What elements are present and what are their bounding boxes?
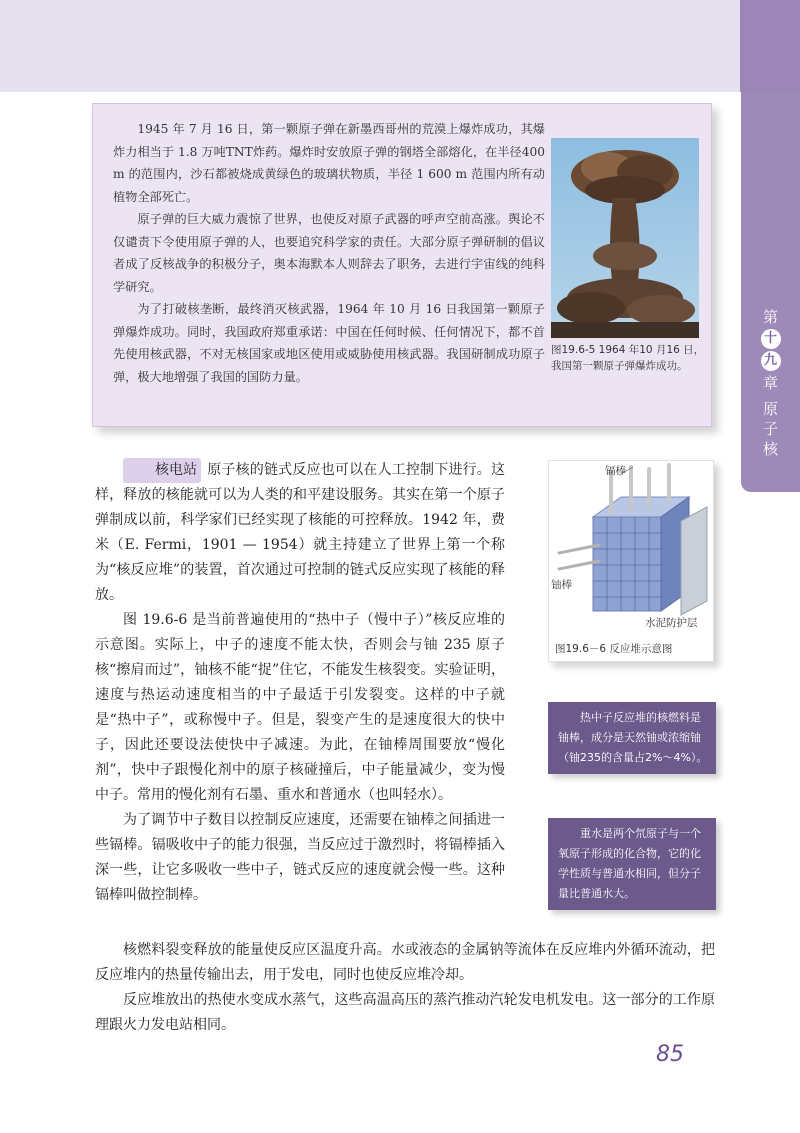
box-paragraph: 1945 年 7 月 16 日，第一颗原子弹在新墨西哥州的荒漠上爆炸成功，其爆炸力相当于 1.8 万吨TNT炸药。爆炸时安放原子弹的钢塔全部熔化，在半径400 m 的范围内，沙石都被烧成黄绿色的玻璃状物质，半径 1 600 m 范围内所有动植物全部死亡。 (113, 122, 545, 204)
chapter-title-char-3: 核 (762, 440, 778, 458)
atomic-bomb-figure-caption: 图19.6-5 1964 年10 月16 日，我国第一颗原子弹爆炸成功。 (551, 344, 705, 372)
section-paragraph-1 (95, 458, 505, 608)
chapter-title-char-1: 原 (762, 400, 778, 418)
box-paragraph: 原子弹的巨大威力震惊了世界，也使反对原子武器的呼声空前高涨。舆论不仅谴责下令使用原子弹的人，也要追究科学家的责任。大部分原子弹研制的倡议者成了反核战争的积极分子，奥本海默本人则辞去了职务，去进行宇宙线的纯科学研究。 (113, 212, 545, 294)
section-main-column (95, 458, 505, 908)
label-cadmium-rod: 镉棒 (605, 465, 626, 477)
section-paragraph-1-text: 原子核的链式反应也可以在人工控制下进行。这样，释放的核能就可以为人类的和平建设服务。其实在第一个原子弹制成以前，科学家们已经实现了核能的可控释放。1942 年，费米（E. Fermi，1901 — 1954）就主持建立了世界上第一个称为“核反应堆”的装置，首次通过可控制的链式反应实现了核能的释放。 (95, 462, 505, 603)
section-paragraph-5: 反应堆放出的热使水变成水蒸气，这些高温高压的蒸汽推动汽轮发电机发电。这一部分的工作原理跟火力发电站相同。 (95, 992, 715, 1033)
reactor-diagram (548, 460, 714, 662)
section-keyword: 核电站 (123, 458, 201, 483)
side-note-heavy-water-text: 重水是两个氘原子与一个氧原子形成的化合物，它的化学性质与普通水相同，但分子量比普通水大。 (558, 827, 701, 900)
section-paragraph-2: 图 19.6-6 是当前普遍使用的“热中子（慢中子）”核反应堆的示意图。实际上，中子的速度不能太快，否则会与铀 235 原子核“擦肩而过”，铀核不能“捉”住它，不能发生核裂变。实验证明，速度与热运动速度相当的中子最适于引发裂变。这样的中子就是“热中子”，或称慢中子。但是，裂变产生的是速度很大的快中子，因此还要设法使快中子减速。为此，在铀棒周围要放“慢化剂”，快中子跟慢化剂中的原子核碰撞后，中子能量减少，变为慢中子。常用的慢化剂有石墨、重水和普通水（也叫轻水）。 (95, 612, 505, 803)
header-band-corner (740, 0, 800, 92)
label-concrete-shield: 水泥防护层 (645, 617, 698, 629)
header-band (0, 0, 740, 92)
side-note-fuel (548, 702, 716, 774)
chapter-title-char-2: 子 (762, 420, 778, 438)
reading-box (92, 103, 712, 427)
label-uranium-rod: 铀棒 (551, 579, 572, 591)
chapter-side-tab (741, 92, 800, 492)
mushroom-cloud-photo (551, 138, 699, 338)
side-note-fuel-text: 热中子反应堆的核燃料是铀棒，成分是天然铀或浓缩铀（铀235的含量占2%～4%）。 (558, 711, 708, 764)
chapter-prefix: 第 (762, 308, 778, 326)
side-note-heavy-water (548, 818, 716, 910)
section-paragraph-4: 核燃料裂变释放的能量使反应区温度升高。水或液态的金属钠等流体在反应堆内外循环流动，把反应堆内的热量传输出去，用于发电，同时也使反应堆冷却。 (95, 942, 715, 983)
box-paragraph: 为了打破核垄断，最终消灭核武器，1964 年 10 月 16 日我国第一颗原子弹爆炸成功。同时，我国政府郑重承诺：中国在任何时候、任何情况下，都不首先使用核武器，不对无核国家或地区使用或威胁使用核武器。我国研制成功原子弹，极大地增强了我国的国防力量。 (113, 302, 545, 384)
chapter-number-1: 十 (761, 329, 781, 349)
chapter-suffix: 章 (762, 374, 778, 392)
reactor-figure-caption: 图19.6－6 反应堆示意图 (555, 643, 673, 655)
reading-box-text (113, 118, 545, 388)
chapter-label (741, 307, 800, 459)
page-number: 85 (656, 1042, 684, 1067)
mushroom-cloud-illustration (551, 138, 699, 338)
section-paragraph-3: 为了调节中子数目以控制反应速度，还需要在铀棒之间插进一些镉棒。镉吸收中子的能力很强，当反应过于激烈时，将镉棒插入深一些，让它多吸收一些中子，链式反应的速度就会慢一些。这种镉棒叫做控制棒。 (95, 812, 505, 903)
section-wide-column (95, 938, 715, 1038)
chapter-number-2: 九 (761, 351, 781, 371)
reactor-illustration (549, 461, 713, 639)
